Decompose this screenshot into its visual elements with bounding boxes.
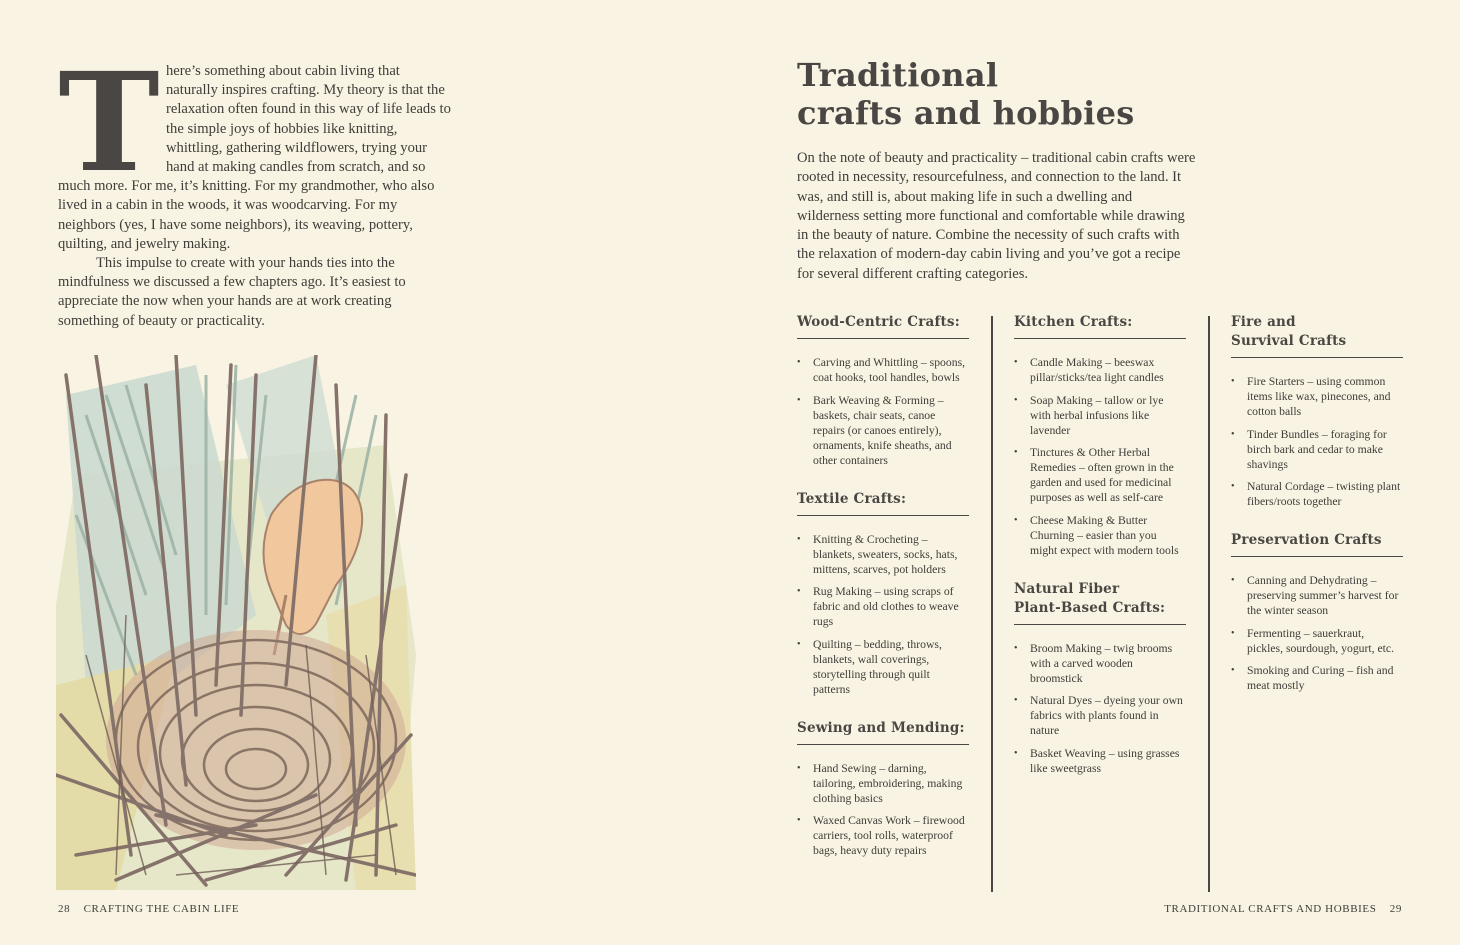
running-head-right: TRADITIONAL CRAFTS AND HOBBIES (1164, 903, 1377, 915)
craft-list-item: • Waxed Canvas Work – firewood carriers, tool rolls, waterproof bags, heavy duty repairs (797, 813, 969, 858)
section-heading (797, 490, 969, 516)
title-line-2: crafts and hobbies (797, 94, 1135, 132)
craft-list (797, 355, 969, 468)
section-heading-line: Natural Fiber (1014, 580, 1120, 597)
craft-list-item: • Basket Weaving – using grasses like sweetgrass (1014, 746, 1186, 776)
craft-list-item: • Quilting – bedding, throws, blankets, wall coverings, storytelling through quilt patterns (797, 637, 969, 697)
running-head-left: CRAFTING THE CABIN LIFE (83, 903, 240, 915)
right-page (730, 0, 1460, 945)
section-heading (1014, 580, 1186, 625)
intro-paragraph-2: This impulse to create with your hands ties into the mindfulness we discussed a few chapters ago. It’s easiest to appreciate the now when your hands are at work creating something of beauty or practicality. (58, 255, 406, 329)
craft-list (1231, 573, 1403, 693)
section-heading (797, 313, 969, 339)
section-heading (797, 719, 969, 745)
dropcap-t (58, 66, 160, 176)
craft-list (1014, 641, 1186, 776)
craft-list-item: • Natural Cordage – twisting plant fibers/roots together (1231, 479, 1403, 509)
craft-list-item: • Soap Making – tallow or lye with herbal infusions like lavender (1014, 393, 1186, 438)
section-heading-line: Survival Crafts (1231, 333, 1347, 349)
lede-paragraph: On the note of beauty and practicality – traditional cabin crafts were rooted in necessity, resourcefulness, and connection to the land. It was, and still is, about making life in such a dwelling and wilderness setting more functional and comfortable while drawing in the beauty of nature. Combine the necessity of such crafts with the relaxation of modern-day cabin living and you’ve got a recipe for several different crafting categories. (797, 150, 1196, 282)
column-divider-2 (1208, 316, 1210, 892)
craft-list-item: • Canning and Dehydrating – preserving summer’s harvest for the winter season (1231, 573, 1403, 618)
section-heading-line: Fire and (1231, 314, 1296, 330)
craft-section (1014, 580, 1186, 776)
section-heading (1231, 313, 1403, 358)
page-number-right: 29 (1389, 903, 1402, 915)
craft-list-item: • Candle Making – beeswax pillar/sticks/tea light candles (1014, 355, 1186, 385)
page-number-left: 28 (58, 903, 71, 915)
svg-text:T: T (58, 66, 160, 176)
craft-section (797, 719, 969, 859)
crafts-column-1 (797, 313, 969, 880)
craft-list-item: • Tinder Bundles – foraging for birch bark and cedar to make shavings (1231, 427, 1403, 472)
hand-weaving-basket-illustration (56, 355, 416, 890)
section-heading-line: Textile Crafts: (797, 490, 907, 507)
craft-list-item: • Natural Dyes – dyeing your own fabrics with plants found in nature (1014, 693, 1186, 738)
craft-list (1231, 374, 1403, 509)
craft-list-item: • Fire Starters – using common items like wax, pinecones, and cotton balls (1231, 374, 1403, 419)
craft-list-item: • Smoking and Curing – fish and meat mostly (1231, 663, 1403, 693)
craft-list-item: • Broom Making – twig brooms with a carved wooden broomstick (1014, 641, 1186, 686)
craft-list-item: • Rug Making – using scraps of fabric and old clothes to weave rugs (797, 584, 969, 629)
craft-section (797, 313, 969, 468)
craft-list (1014, 355, 1186, 558)
craft-section (1014, 313, 1186, 558)
section-heading-line: Plant-Based Crafts: (1014, 599, 1166, 616)
folio-right (1164, 903, 1402, 915)
section-heading-line: Kitchen Crafts: (1014, 314, 1133, 330)
page-title (797, 56, 1135, 132)
craft-section (1231, 531, 1403, 693)
section-heading (1231, 531, 1403, 557)
craft-list-item: • Bark Weaving & Forming – baskets, chair seats, canoe repairs (or canoes entirely), ornaments, knife sheaths, and other containers (797, 393, 969, 468)
section-heading-line: Preservation Crafts (1231, 532, 1382, 548)
craft-list-item: • Fermenting – sauerkraut, pickles, sourdough, yogurt, etc. (1231, 626, 1403, 656)
craft-section (1231, 313, 1403, 509)
craft-list-item: • Cheese Making & Butter Churning – easier than you might expect with modern tools (1014, 513, 1186, 558)
craft-list-item: • Knitting & Crocheting – blankets, sweaters, socks, hats, mittens, scarves, pot holders (797, 532, 969, 577)
title-line-1: Traditional (797, 56, 999, 94)
intro-paragraph-1: here’s something about cabin living that naturally inspires crafting. My theory is that the relaxation often found in this way of life leads to the simple joys of hobbies like knitting, whittling, gathering wildflowers, trying your hand at making candles from scratch, and so much more. For me, it’s knitting. For my grandmother, who also lived in a cabin in the woods, it was woodcarving. For my neighbors (yes, I have some neighbors), its weaving, pottery, quilting, and jewelry making. (58, 63, 451, 252)
craft-list (797, 761, 969, 859)
craft-section (797, 490, 969, 697)
crafts-column-3 (1231, 313, 1403, 715)
crafts-column-2 (1014, 313, 1186, 798)
section-heading-line: Wood-Centric Crafts: (797, 314, 960, 330)
intro-text (58, 62, 453, 331)
craft-list-item: • Hand Sewing – darning, tailoring, embroidering, making clothing basics (797, 761, 969, 806)
craft-list-item: • Tinctures & Other Herbal Remedies – often grown in the garden and used for medicinal purposes as well as self-care (1014, 445, 1186, 505)
section-heading-line: Sewing and Mending: (797, 719, 965, 736)
section-heading (1014, 313, 1186, 339)
craft-list (797, 532, 969, 697)
craft-list-item: • Carving and Whittling – spoons, coat hooks, tool handles, bowls (797, 355, 969, 385)
folio-left (58, 903, 239, 915)
column-divider-1 (991, 316, 993, 892)
